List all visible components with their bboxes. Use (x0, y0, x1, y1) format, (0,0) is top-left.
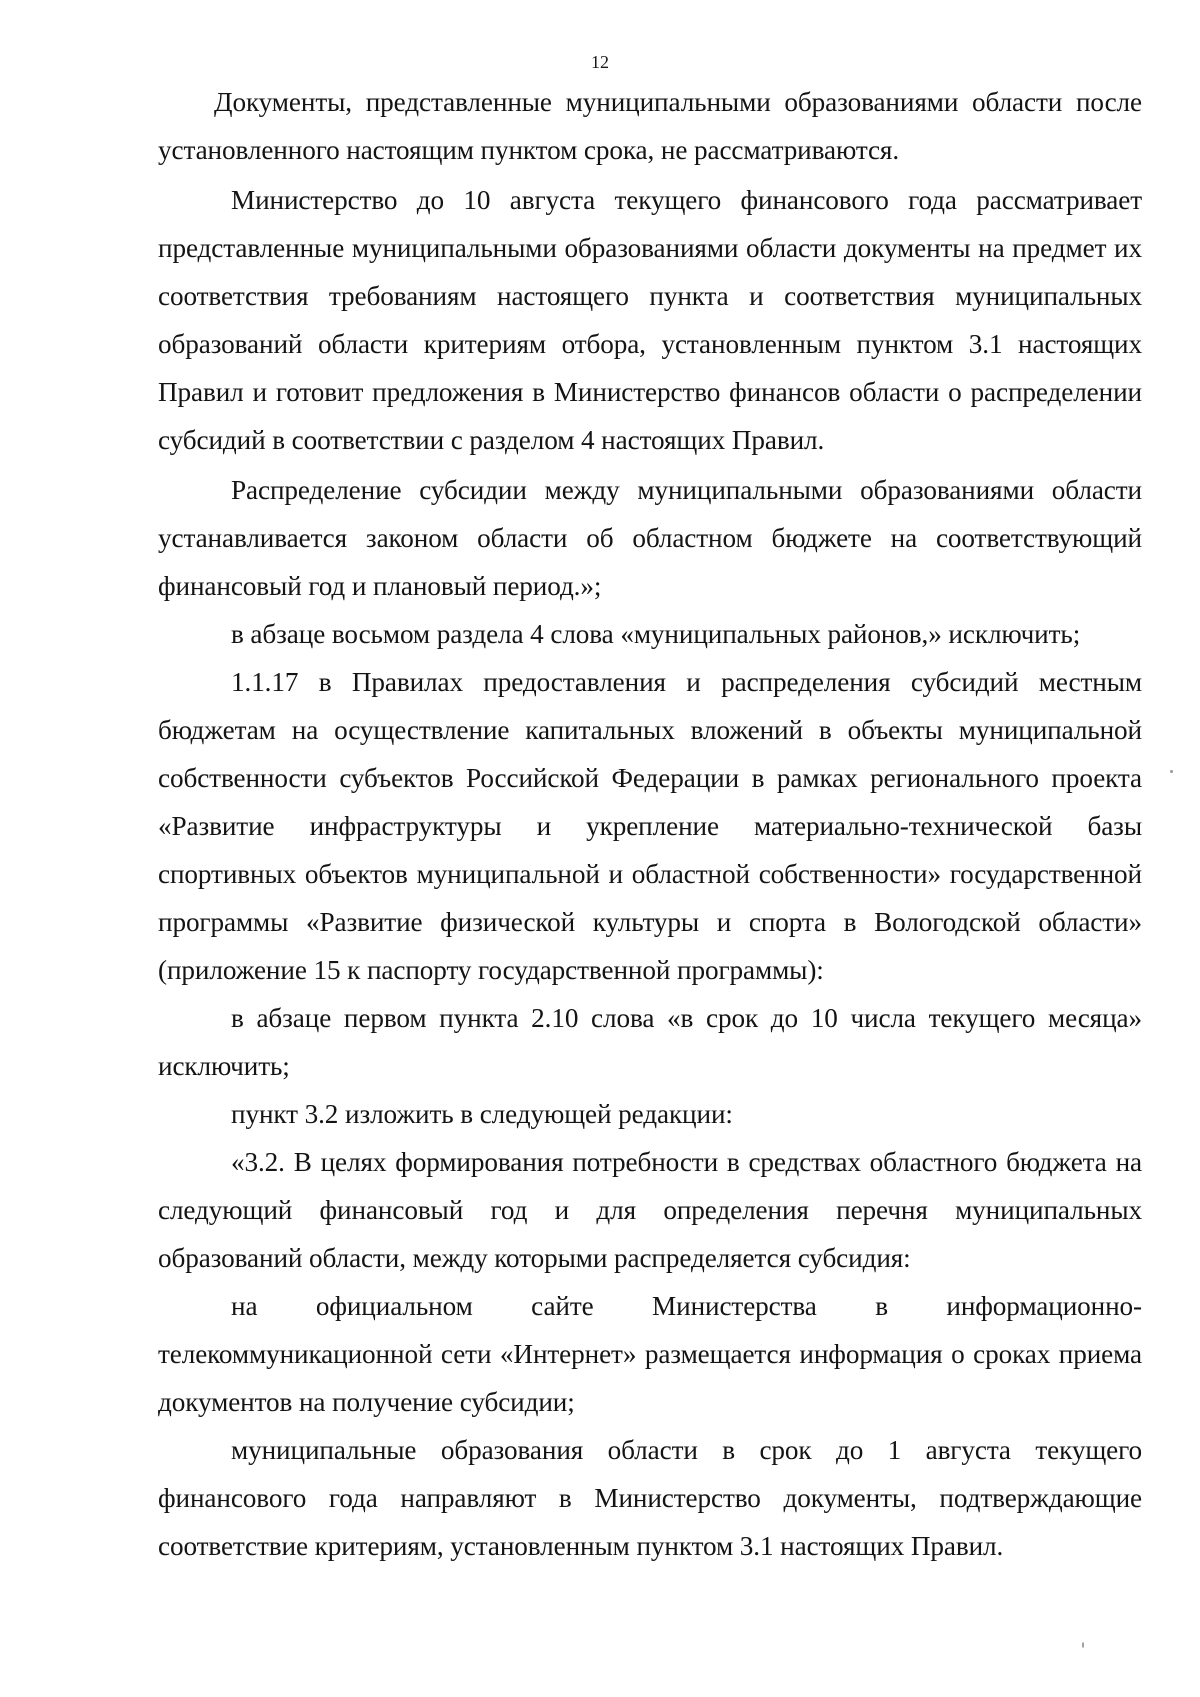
paragraph: муниципальные образования области в срок до 1 августа текущего финансового года направляют в Министерство документы, подтверждающие соответствие критериям, установленным пунктом 3.1 настоящих Правил. (158, 1435, 1142, 1561)
document-body (158, 78, 1142, 1570)
paragraph: «3.2. В целях формирования потребности в средствах областного бюджета на следующий финансовый год и для определения перечня муниципальных образований области, между которыми распределяется субсидия: (158, 1147, 1142, 1273)
paragraph: Документы, представленные муниципальными образованиями области после установленного настоящим пунктом срока, не рассматриваются. (158, 87, 1142, 165)
scan-speck (1082, 1642, 1084, 1648)
paragraph: Министерство до 10 августа текущего финансового года рассматривает представленные муниципальными образованиями области документы на предмет их соответствия требованиям настоящего пункта и соответствия муниципальных образований области критериям отбора, установленным пунктом 3.1 настоящих Правил и готовит предложения в Министерство финансов области о распределении субсидий в соответствии с разделом 4 настоящих Правил. (158, 185, 1142, 455)
scan-speck (1170, 770, 1173, 773)
paragraph: в абзаце первом пункта 2.10 слова «в срок до 10 числа текущего месяца» исключить; (158, 1003, 1142, 1081)
paragraph: Распределение субсидии между муниципальными образованиями области устанавливается законом области об областном бюджете на соответствующий финансовый год и плановый период.»; (158, 475, 1142, 601)
paragraph: пункт 3.2 изложить в следующей редакции: (231, 1099, 733, 1129)
paragraph: 1.1.17 в Правилах предоставления и распределения субсидий местным бюджетам на осуществление капитальных вложений в объекты муниципальной собственности субъектов Российской Федерации в рамках регионального проекта «Развитие инфраструктуры и укрепление материально-технической базы спортивных объектов муниципальной и областной собственности» государственной программы «Развитие физической культуры и спорта в Вологодской области» (приложение 15 к паспорту государственной программы): (158, 667, 1142, 985)
paragraph: на официальном сайте Министерства в информационно-телекоммуникационной сети «Интернет» размещается информация о сроках приема документов на получение субсидии; (158, 1291, 1142, 1417)
paragraph: в абзаце восьмом раздела 4 слова «муниципальных районов,» исключить; (231, 619, 1081, 649)
page-number: 12 (591, 52, 609, 72)
